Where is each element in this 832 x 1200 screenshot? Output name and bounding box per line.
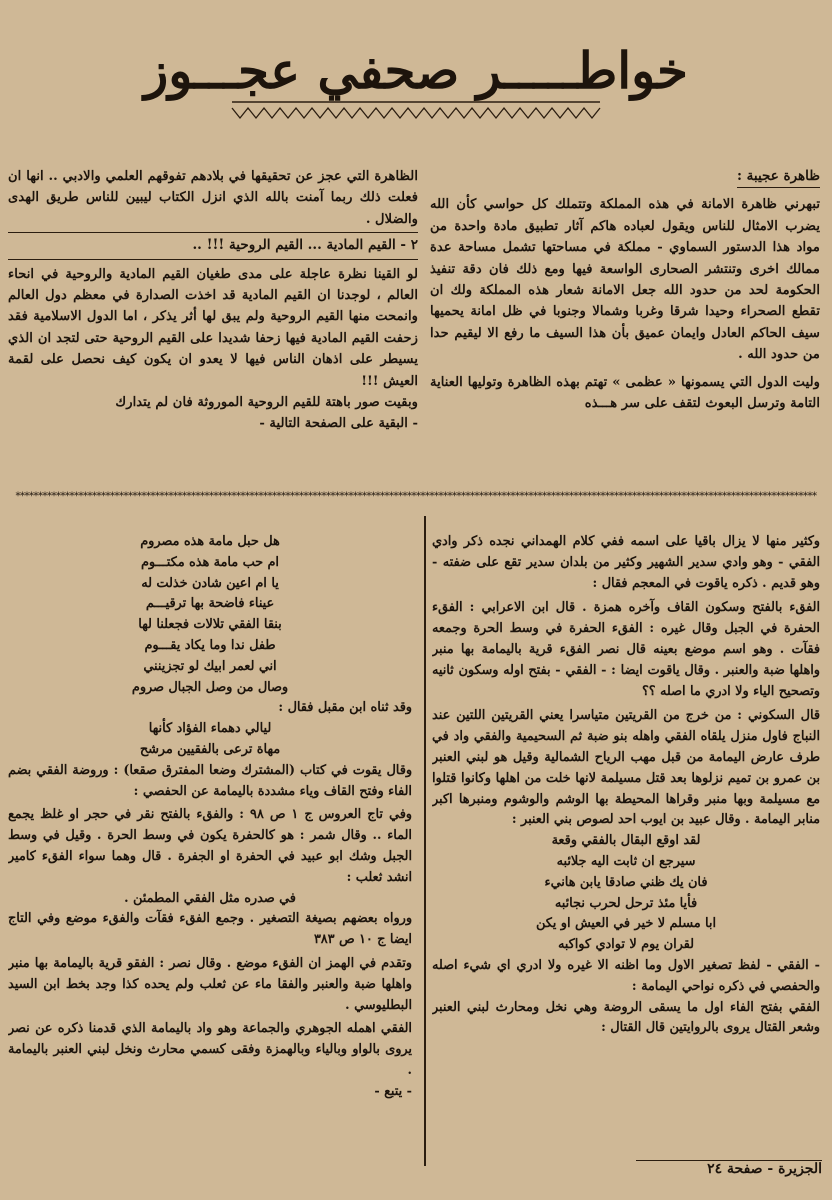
paragraph: وكثير منها لا يزال باقيا على اسمه ففي كلام الهمداني نجده ذكر وادي الفقي - وهو وادي سدير الشهير وكثير من بلدان سدير تقع على ضفته - وهو قديم . ذكره ياقوت في المعجم فقال : xyxy=(432,534,820,591)
paragraph: الظاهرة التي عجز عن تحقيقها في بلادهم تفوقهم العلمي والادبي .. انها ان فعلت ذلك ربما آمنت بالله الذي انزل الكتاب ليبين للناس طريق الهدى والضلال . xyxy=(8,169,418,227)
page-title: خواطـــــر صحفي عجـــوز xyxy=(144,41,688,100)
poem-verse: هل حبل مامة هذه مصروم xyxy=(140,534,280,549)
divider xyxy=(8,232,418,233)
poem-verse: سيرجع ان ثابت اليه جلائبه xyxy=(556,853,696,869)
star-divider: ********************************************************************************************************************************************************************************** xyxy=(15,491,817,502)
paragraph: وقال يقوت في كتاب (المشترك وضعا المفترق صقعا) : وروضة الفقي بضم الفاء وفتح القاف وياء مشددة باليمامة عن الحفصي : xyxy=(8,762,412,799)
section-heading: ظاهرة عجيبة : xyxy=(737,166,820,188)
poem-verse: ليالي دهماء الفؤاد كأنها xyxy=(148,721,272,737)
poem-verse: مهاة ترعى بالفقيين مرشح xyxy=(139,741,281,757)
paragraph: وقد ثناه ابن مقبل فقال : xyxy=(278,700,412,716)
paragraph: - الفقي - لفظ تصغير الاول وما اظنه الا غيره ولا ادري اي شيء اصله والحفصي في ذكره نواحي اليمامة : xyxy=(432,957,820,994)
poem-verse: طفل ندا وما يكاد يقـــوم xyxy=(144,637,276,653)
poem-verse: ام حب مامة هذه مكتـــوم xyxy=(141,554,279,570)
section-heading: ٢ - القيم المادية ... القيم الروحية !!! .. xyxy=(192,237,418,254)
paragraph: الفقي بفتح الفاء اول ما يسقى الروضة وهي نخل ومحارث لبني العنبر وشعر القتال يروى بالروايتين قال القتال : xyxy=(432,999,820,1036)
column-divider xyxy=(424,516,426,1166)
paragraph: الفقء بالفتح وسكون القاف وآخره همزة . قال ابن الاعرابي : الفقء الحفرة في الجبل وقال غيره : الفقء الحفرة في وسط الحرة وجمعه فقآت . وهو اسم موضع بعينه قال نصر الفقء قرية باليمامة بها منبر واهلها ضبة والعنبر . وقال ياقوت ايضا : - الفقي - بفتح اوله وسكون ثانيه وتصحيح الياء ولا ادري ما اصله ؟؟ xyxy=(432,600,820,699)
paragraph: تبهرني ظاهرة الامانة في هذه المملكة وتتملك كل حواسي كأن الله يضرب الامثال للناس ويقول لعباده هاكم آثار تطبيق مادة واحدة من مواد هذا الدستور السماوي - مملكة في مساحتها تشمل مساحة عدة ممالك اخرى وتنتشر الصحارى الواسعة فيها ومع ذلك فان دقة تنفيذ الحكومة لحد من حدود الله جعل الامانة شعار هذه المملكة ولك ان تقطع الصحراء وحيدا شرقا وغربا وشمالا وجنوبا في ظل امانة يحميها سيف الحاكم العادل وايمان عميق بأن هذا السيف ما رفع الا ليقيم حدا من حدود الله . xyxy=(430,197,820,363)
paragraph: الفقي اهمله الجوهري والجماعة وهو واد باليمامة الذي قدمنا ذكره عن نصر يروى بالواو وبالياء وبالهمزة وفقى كسمي محارث ونخل لبني العنبر باليمامة . xyxy=(8,1021,412,1078)
article-material-values xyxy=(8,166,418,486)
poem-verse: بنقا الفقي تلالات فجعلنا لها xyxy=(138,617,282,633)
continued-note: - البقية على الصفحة التالية - xyxy=(259,416,418,432)
divider xyxy=(8,259,418,260)
paragraph: لو القينا نظرة عاجلة على مدى طغيان القيم المادية والروحية في انحاء العالم ، لوجدنا ان القيم المادية قد اخذت الصدارة في معظم دول العالم وانمحت منها القيم الروحية ولم يبق لها أثر يذكر ، اما الدول الاسلامية فقد زحفت القيم المادية فيها زحفا شديدا على القيم الروحية حتى لتجد ان الذي يسيطر على اذهان الناس فيها لا يعدو ان يكون كيف نحصل على لقمة العيش !!! xyxy=(8,266,418,389)
article-alfaqi-left xyxy=(8,532,412,1172)
poem-verse: وصال من وصل الجبال صروم xyxy=(131,679,289,695)
article-strange-phenomenon xyxy=(430,166,820,486)
poem-verse: عيناء فاضحة بها ترقيـــم xyxy=(145,596,275,612)
poem-verse: فأيا مئذ ترحل لحرب نجائبه xyxy=(554,895,698,911)
paragraph: وفي تاج العروس ج ١ ص ٩٨ : والفقء بالفتح نقر في حجر او غلظ يجمع الماء .. وقال شمر : هو كالحفرة يكون في وسط الحرة . وقيل في وسط الجبل وشك ابو عبيد في الحفرة او الجفرة . قال وهما سواء الفقء كامير انشد ثعلب : xyxy=(8,807,412,885)
paragraph: ورواه بعضهم بصيغة التصغير . وجمع الفقء فقآت والفقء موضع وفي التاج ايضا ج ١٠ ص ٣٨٣ xyxy=(8,911,412,948)
poem-verse: لقد اوقع البقال بالفقي وقعة xyxy=(551,833,701,849)
poem-verse: يا ام اعين شادن خذلت له xyxy=(141,575,279,591)
poem-verse: اني لعمر ابيك لو تجزينني xyxy=(143,658,277,674)
paragraph: وليت الدول التي يسمونها « عظمى » تهتم بهذه الظاهرة وتوليها العناية التامة وترسل البعوث لتقف على سر هـــذه xyxy=(430,374,820,412)
paragraph: وتقدم في الهمز ان الفقء موضع . وقال نصر : الفقو قرية باليمامة بها منبر واهلها ضبة والعنبر والفقا ماء عن ثعلب ولم يحده كذا وجد بخط ابن السيد البطليوسي . xyxy=(8,955,412,1013)
poem-verse: في صدره مثل الفقي المطمئن . xyxy=(124,890,296,906)
paragraph: قال السكوني : من خرج من القريتين متياسرا يعني القريتين اللتين عند النباج فاول منزل يلقاه الفقي واهله بنو ضبة ثم السحيمية والفقي واد في طرف عارض اليمامة من قبل مهب الرياح الشمالية وقيل هو لبني العنبر بن عمرو بن تميم نزلوها بعد قتل مسيلمة لانها خلت من اهلها وكانوا قتلوا مع مسيلمة وبها منبر وقراها المحيطة بها الوشم والوشوم ومنبرها اكبر منابر اليمامة . وقال عبيد بن ايوب احد لصوص بني العنبر : xyxy=(432,708,820,828)
poem-verse: ابا مسلم لا خير في العيش او يكن xyxy=(535,916,717,932)
title-ornament-icon xyxy=(226,98,606,124)
page-footer: الجزيرة - صفحة ٢٤ xyxy=(636,1160,822,1183)
paragraph: وبقيت صور باهتة للقيم الروحية الموروثة فان لم يتدارك xyxy=(115,395,418,411)
poem-verse: فان يك ظني صادقا يابن هانيء xyxy=(544,874,708,890)
poem-verse: لقران يوم لا توادي كواكبه xyxy=(557,937,695,953)
article-alfaqi-right xyxy=(432,532,820,1172)
to-be-continued: - يتبع - xyxy=(374,1083,412,1099)
